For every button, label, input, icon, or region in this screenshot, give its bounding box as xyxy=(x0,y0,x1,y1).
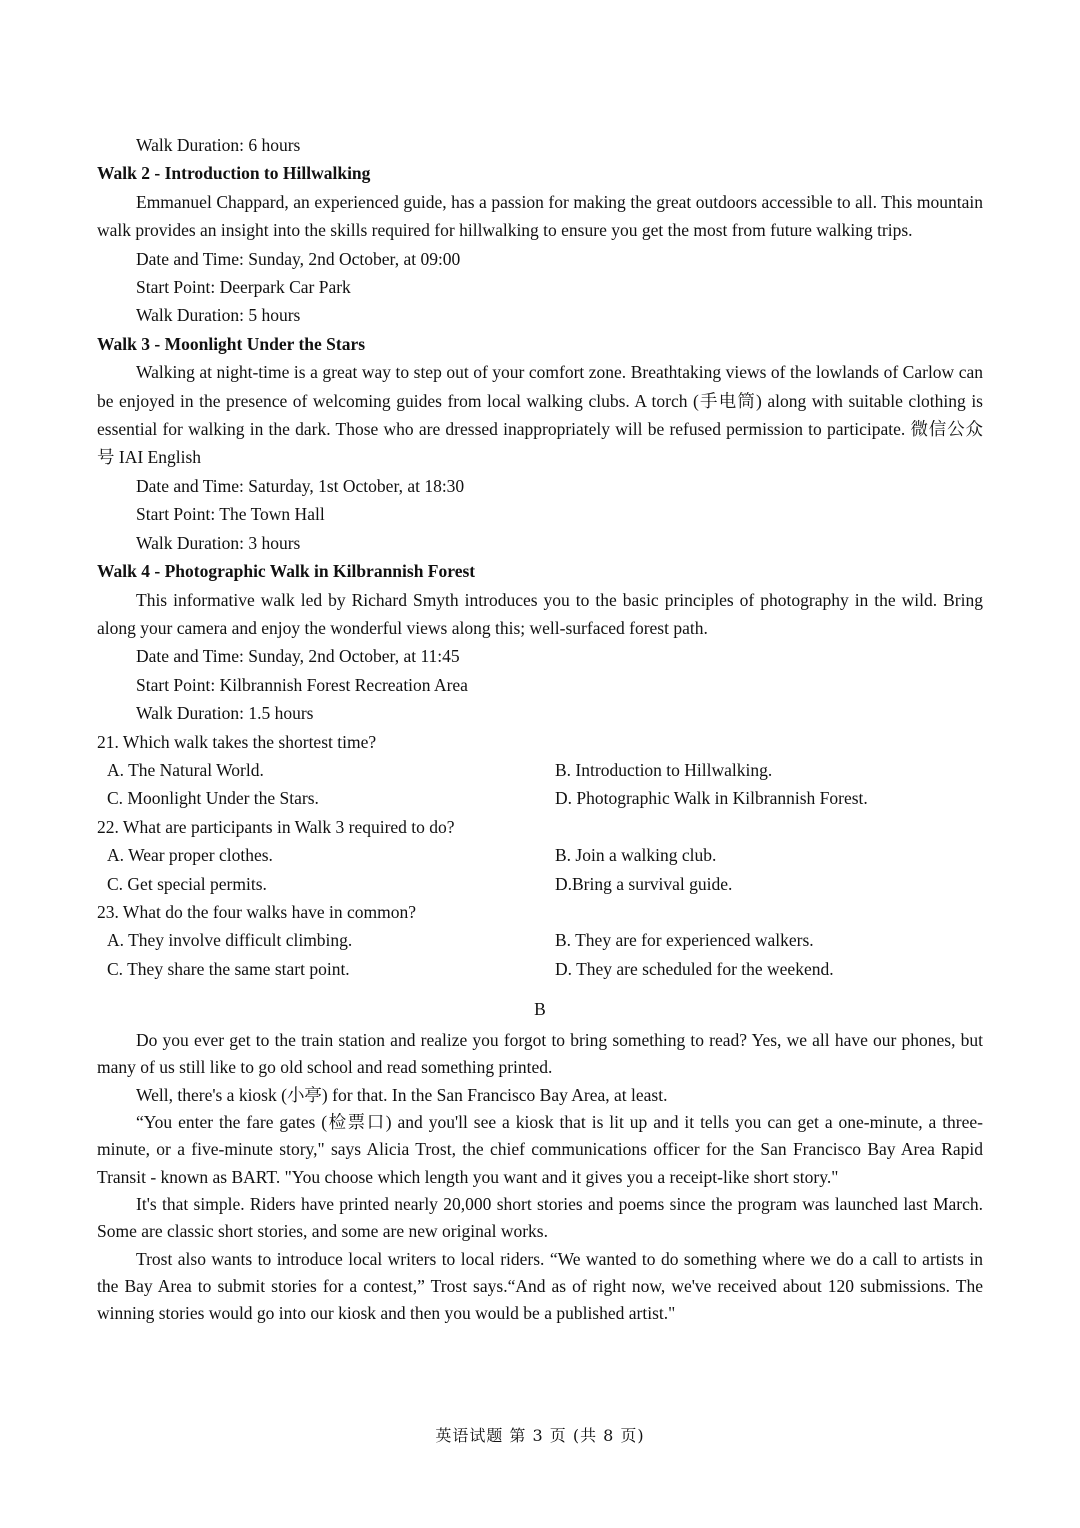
walk3-start: Start Point: The Town Hall xyxy=(136,504,325,525)
walk3-description: Walking at night-time is a great way to step out of your comfort zone. Breathtaking views of the lowlands of Carlow can be enjoyed in the presence of welcoming guides from local walking clubs. A torch (手电筒) along with suitable clothing is essential for walking in the dark. Those who are dressed inappropriately will be refused permission to participate. 微信公众号 IAI English xyxy=(97,362,983,468)
section-b-paragraph-3: “You enter the fare gates (检票口) and you'll see a kiosk that is lit up and it tells you can get a one-minute, a three-minute, or a five-minute story," says Alicia Trost, the chief communications officer for the San Francisco Bay Area Rapid Transit - known as BART. "You choose which length you want and it gives you a receipt-like short story." xyxy=(97,1112,983,1187)
option-a: A. The Natural World. xyxy=(107,759,264,780)
section-b-letter: B xyxy=(534,999,546,1020)
option-c: C. They share the same start point. xyxy=(107,958,350,979)
section-b-paragraph-4: It's that simple. Riders have printed nearly 20,000 short stories and poems since the program was launched last March. Some are classic short stories, and some are new original works. xyxy=(97,1193,983,1242)
walk4-date: Date and Time: Sunday, 2nd October, at 11:45 xyxy=(136,646,460,667)
question-22 xyxy=(97,813,983,898)
page-footer: 英语试题 第 3 页 (共 8 页) xyxy=(435,1426,645,1445)
option-d: D. Photographic Walk in Kilbrannish Forest. xyxy=(555,788,868,809)
answer-options xyxy=(97,841,983,898)
exam-page xyxy=(97,131,983,1327)
walk4-title: Walk 4 - Photographic Walk in Kilbrannish Forest xyxy=(97,561,476,582)
walk4-description: This informative walk led by Richard Smyth introduces you to the basic principles of photography in the wild. Bring along your camera and enjoy the wonderful views along this; well-surfaced forest path. xyxy=(97,589,983,638)
question-stem: 21. Which walk takes the shortest time? xyxy=(97,731,377,752)
walk2-title: Walk 2 - Introduction to Hillwalking xyxy=(97,163,371,184)
answer-options xyxy=(97,926,983,983)
walk4-start: Start Point: Kilbrannish Forest Recreation Area xyxy=(136,674,468,695)
walk2-description: Emmanuel Chappard, an experienced guide, has a passion for making the great outdoors accessible to all. This mountain walk provides an insight into the skills required for hillwalking to ensure you get the most from future walking trips. xyxy=(97,191,983,241)
walk4-duration: Walk Duration: 1.5 hours xyxy=(136,703,314,724)
walk3-title: Walk 3 - Moonlight Under the Stars xyxy=(97,333,366,354)
section-b-paragraph-1: Do you ever get to the train station and realize you forgot to bring something to read? Yes, we all have our phones, but many of us still like to go old school and read something printed. xyxy=(97,1030,983,1078)
question-stem: 22. What are participants in Walk 3 required to do? xyxy=(97,816,455,837)
option-d: D.Bring a survival guide. xyxy=(555,873,733,894)
option-c: C. Moonlight Under the Stars. xyxy=(107,788,319,809)
answer-options xyxy=(97,756,983,813)
option-a: A. Wear proper clothes. xyxy=(107,845,273,866)
section-b-paragraph-2: Well, there's a kiosk (小亭) for that. In the San Francisco Bay Area, at least. xyxy=(136,1084,668,1105)
walk3-duration: Walk Duration: 3 hours xyxy=(136,532,301,553)
walk2-start: Start Point: Deerpark Car Park xyxy=(136,277,351,298)
question-stem: 23. What do the four walks have in common? xyxy=(97,901,416,922)
option-b: B. Join a walking club. xyxy=(555,845,717,866)
walk2-duration: Walk Duration: 5 hours xyxy=(136,305,301,326)
option-d: D. They are scheduled for the weekend. xyxy=(555,958,834,979)
question-23 xyxy=(97,898,983,983)
option-b: B. They are for experienced walkers. xyxy=(555,930,814,951)
walk3-date: Date and Time: Saturday, 1st October, at 18:30 xyxy=(136,475,465,496)
question-21 xyxy=(97,728,983,813)
option-a: A. They involve difficult climbing. xyxy=(107,930,353,951)
option-b: B. Introduction to Hillwalking. xyxy=(555,759,773,780)
option-c: C. Get special permits. xyxy=(107,873,267,894)
walk2-date: Date and Time: Sunday, 2nd October, at 09:00 xyxy=(136,248,461,269)
section-b-paragraph-5: Trost also wants to introduce local writers to local riders. “We wanted to do something where we do a call to artists in the Bay Area to submit stories for a contest,” Trost says.“And as of right now, we've received about 120 submissions. The winning stories would go into our kiosk and then you would be a published artist." xyxy=(97,1248,983,1324)
walk1-duration: Walk Duration: 6 hours xyxy=(136,135,301,155)
